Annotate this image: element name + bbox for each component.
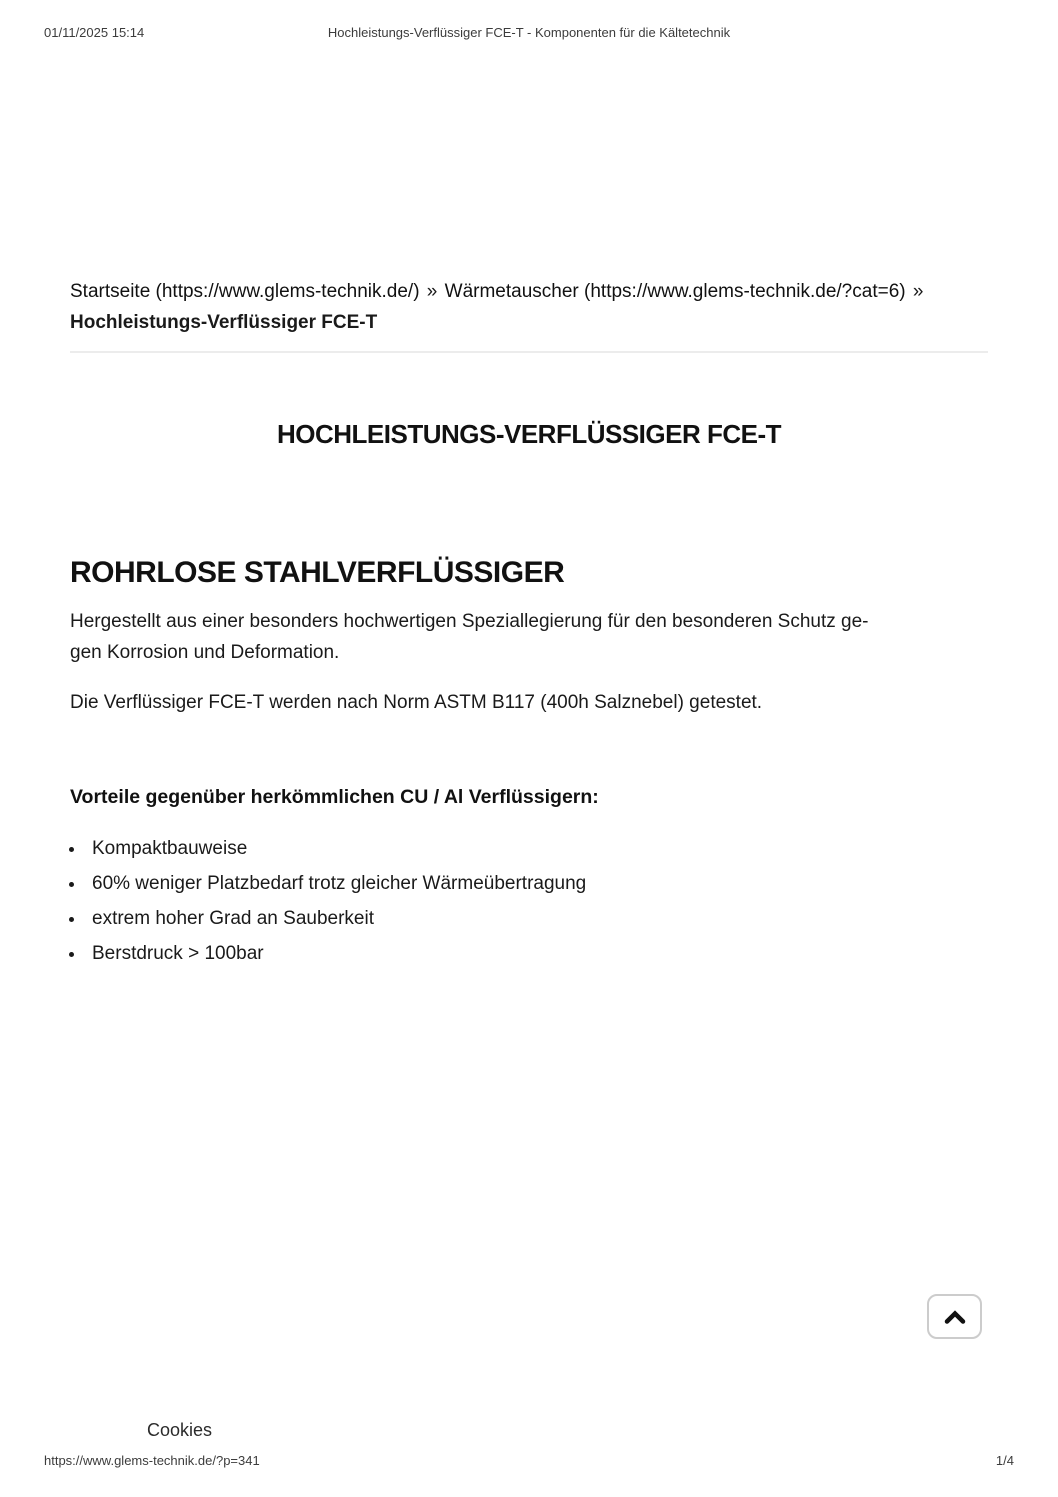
breadcrumb-link-startseite[interactable]: Startseite (https://www.glems-technik.de/) — [70, 281, 420, 302]
list-item: • Berstdruck > 100bar — [86, 936, 1004, 971]
print-datetime: 01/11/2025 15:14 — [44, 25, 145, 40]
print-footer-page-indicator: 1/4 — [995, 1453, 1014, 1468]
breadcrumb-link-waermetauscher[interactable]: Wärmetauscher (https://www.glems-technik.de/?cat=6) — [444, 281, 906, 302]
breadcrumb-current-page: Hochleistungs-Verflüssiger FCE-T — [70, 312, 378, 333]
list-item: • extrem hoher Grad an Sauberkeit — [86, 901, 1004, 936]
breadcrumb-separator: » — [426, 281, 438, 302]
advantages-heading: Vorteile gegenüber herkömmlichen CU / Al Verflüssigern: — [70, 786, 599, 808]
print-footer — [0, 1453, 1058, 1471]
horizontal-divider — [70, 351, 988, 353]
page-title: HOCHLEISTUNGS-VERFLÜSSIGER FCE-T — [276, 419, 781, 449]
advantages-list — [70, 831, 1004, 971]
scroll-to-top-button[interactable] — [927, 1294, 982, 1339]
list-item: • Kompaktbauweise — [86, 831, 1004, 866]
print-footer-url: https://www.glems-technik.de/?p=341 — [44, 1453, 260, 1468]
print-header — [0, 25, 1058, 43]
breadcrumb-separator: » — [912, 281, 924, 302]
chevron-up-icon — [942, 1307, 968, 1327]
intro-paragraph — [70, 606, 988, 668]
list-item: • 60% weniger Platzbedarf trotz gleicher Wärmeübertragung — [86, 866, 1004, 901]
breadcrumb — [70, 276, 988, 338]
norm-paragraph: Die Verflüssiger FCE-T werden nach Norm ASTM B117 (400h Salznebel) getestet. — [70, 692, 763, 713]
print-document-title: Hochleistungs-Verflüssiger FCE-T - Komponenten für die Kältetechnik — [327, 25, 731, 40]
intro-paragraph-line-2: gen Korrosion und Deformation. — [70, 642, 340, 663]
section-title: ROHRLOSE STAHLVERFLÜSSIGER — [70, 556, 565, 589]
cookies-link[interactable]: Cookies — [147, 1420, 213, 1440]
intro-paragraph-line-1: Hergestellt aus einer besonders hochwertigen Speziallegierung für den besonderen Schutz ge- — [70, 611, 869, 632]
